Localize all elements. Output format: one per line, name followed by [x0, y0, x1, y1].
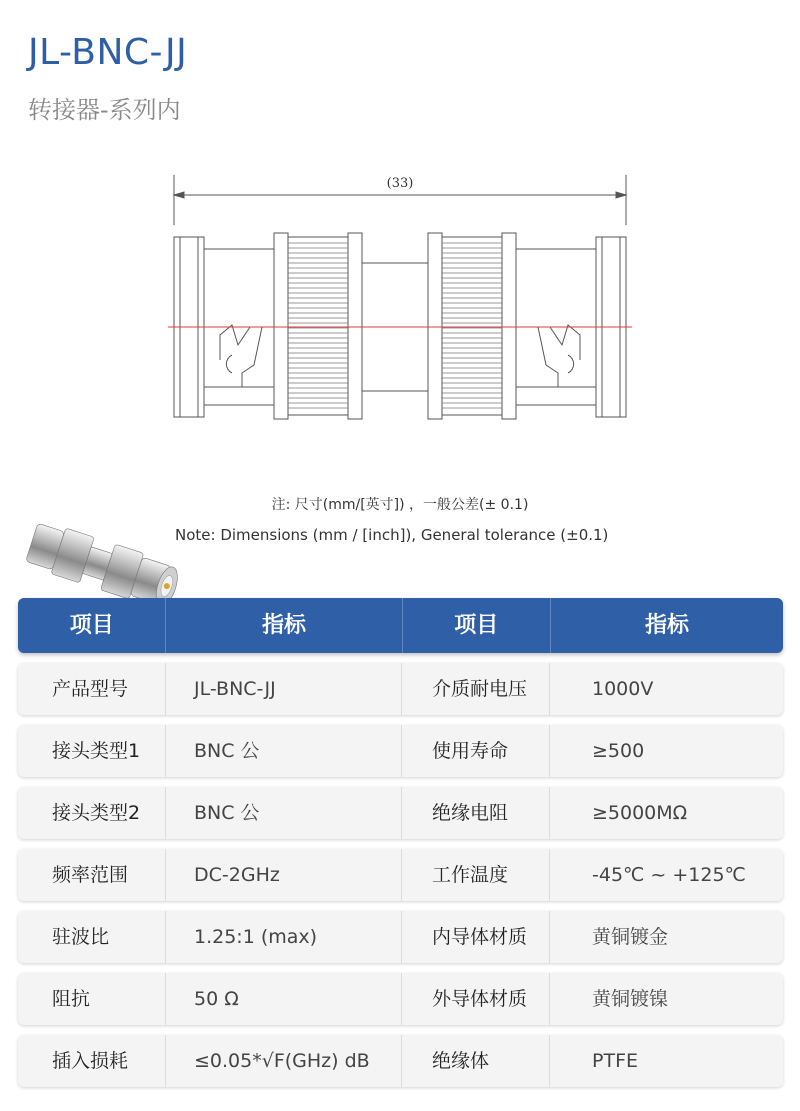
spec-value: JL-BNC-JJ	[166, 663, 402, 715]
spec-value: DC-2GHz	[166, 849, 402, 901]
spec-value: ≥5000MΩ	[592, 802, 688, 824]
note-chinese: 注: 尺寸(mm/[英寸]) ，一般公差(± 0.1)	[271, 497, 529, 513]
spec-value: -45℃ ~ +125℃	[592, 864, 746, 886]
spec-label: 产品型号	[18, 663, 166, 715]
product-subtitle: 转接器-系列内	[28, 96, 181, 124]
spec-label: 内导体材质	[402, 911, 550, 963]
table-row	[18, 911, 783, 963]
table-row	[18, 663, 783, 715]
spec-label: 使用寿命	[402, 725, 550, 777]
table-row	[18, 787, 783, 839]
note-english: Note: Dimensions (mm / [inch]), General tolerance (±0.1)	[175, 526, 609, 544]
spec-label: 绝缘体	[402, 1035, 550, 1087]
spec-label: 驻波比	[18, 911, 166, 963]
connector-technical-drawing	[150, 165, 650, 435]
spec-value: 黄铜镀金	[592, 926, 669, 948]
spec-value: ≤0.05*√F(GHz) dB	[166, 1035, 402, 1087]
spec-value: 1000V	[592, 678, 654, 700]
spec-label: 插入损耗	[18, 1035, 166, 1087]
spec-label: 阻抗	[18, 973, 166, 1025]
spec-label: 外导体材质	[402, 973, 550, 1025]
spec-label: 接头类型1	[18, 725, 166, 777]
spec-value: ≥500	[592, 740, 645, 762]
spec-table	[18, 598, 783, 1087]
dimension-label: (33)	[386, 176, 414, 191]
spec-value: 1.25:1 (max)	[166, 911, 402, 963]
spec-label: 工作温度	[402, 849, 550, 901]
header-value-1: 指标	[166, 598, 402, 653]
header-item-1: 项目	[18, 598, 166, 653]
spec-label: 绝缘电阻	[402, 787, 550, 839]
spec-value: 50 Ω	[166, 973, 402, 1025]
table-row	[18, 1035, 783, 1087]
spec-value: BNC 公	[166, 725, 402, 777]
spec-table-header	[18, 598, 783, 653]
header-value-2: 指标	[644, 613, 689, 638]
spec-value: 黄铜镀镍	[592, 988, 669, 1010]
table-row	[18, 725, 783, 777]
header-item-2: 项目	[403, 598, 551, 653]
spec-value: PTFE	[592, 1050, 638, 1072]
spec-label: 介质耐电压	[402, 663, 550, 715]
table-row	[18, 849, 783, 901]
spec-value: BNC 公	[166, 787, 402, 839]
product-title: JL-BNC-JJ	[28, 32, 188, 73]
table-row	[18, 973, 783, 1025]
spec-label: 接头类型2	[18, 787, 166, 839]
spec-label: 频率范围	[18, 849, 166, 901]
